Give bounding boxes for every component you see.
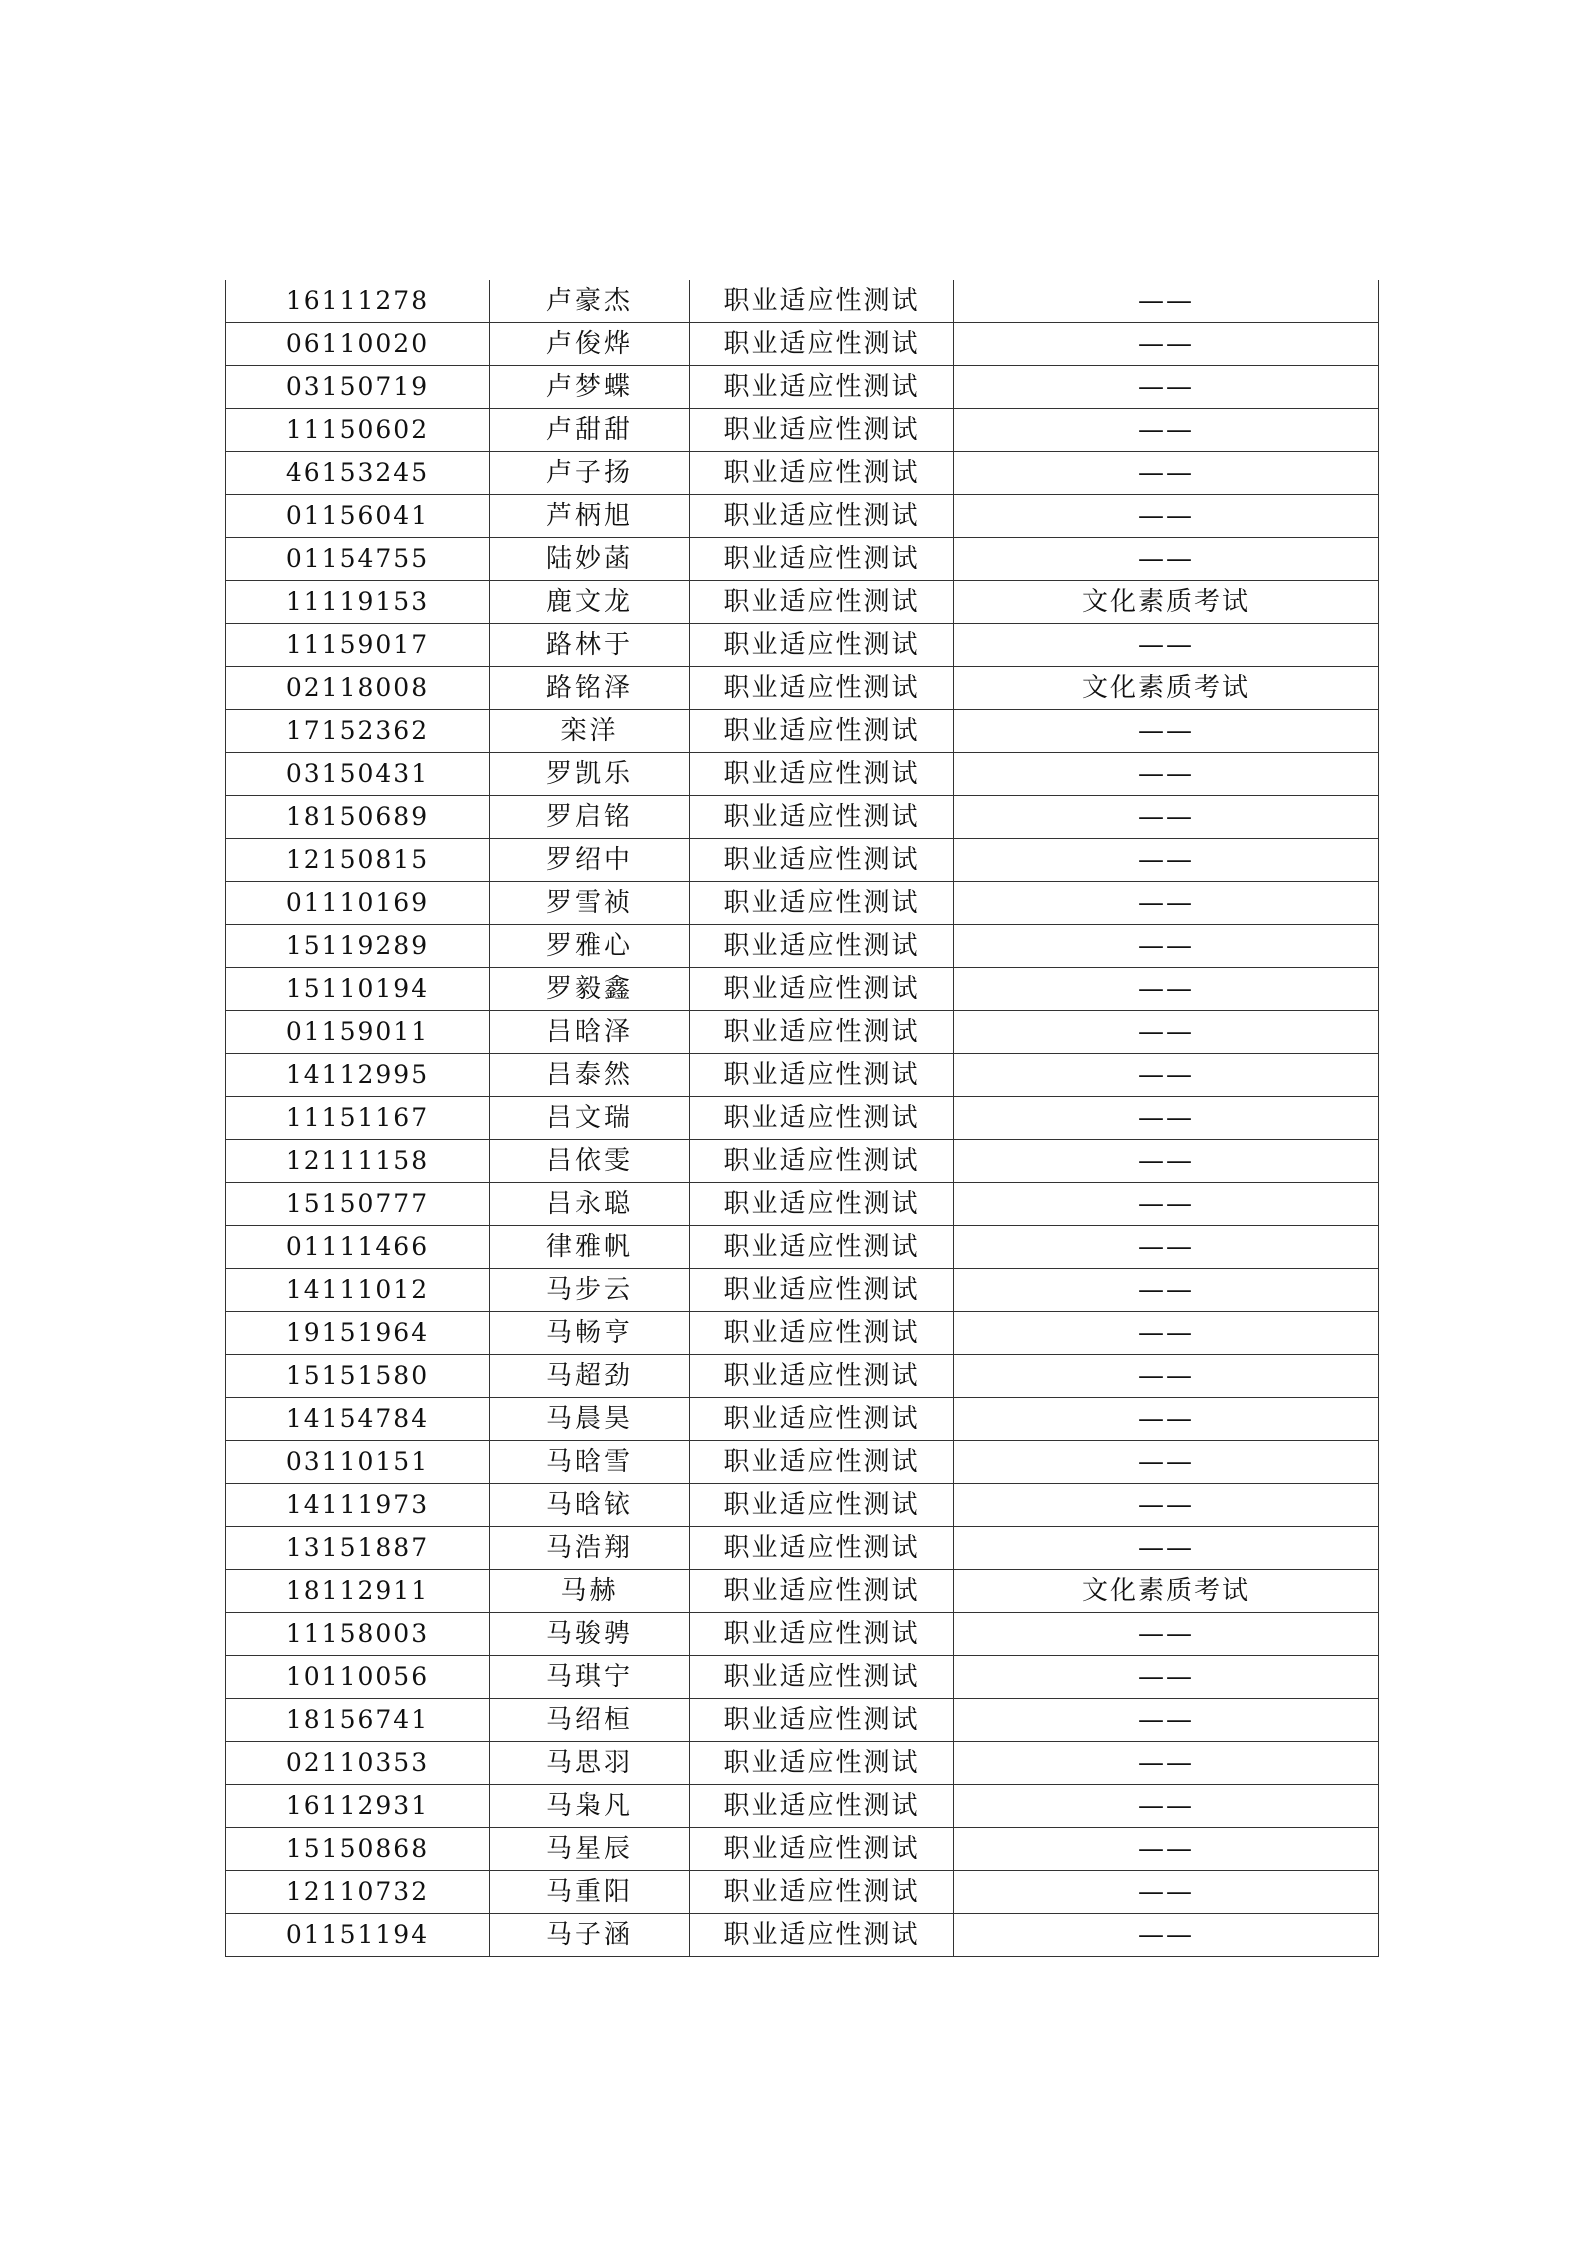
candidate-id-cell: 11159017 bbox=[226, 624, 490, 667]
candidate-name-cell: 罗毅鑫 bbox=[490, 968, 690, 1011]
candidate-id-cell: 12110732 bbox=[226, 1871, 490, 1914]
candidate-id-cell: 11150602 bbox=[226, 409, 490, 452]
candidate-name-cell: 马晨昊 bbox=[490, 1398, 690, 1441]
candidate-id-cell: 01111466 bbox=[226, 1226, 490, 1269]
table-row bbox=[226, 409, 1379, 452]
candidate-id-cell: 10110056 bbox=[226, 1656, 490, 1699]
exam-subject-cell: 职业适应性测试 bbox=[690, 753, 954, 796]
candidate-id-cell: 16112931 bbox=[226, 1785, 490, 1828]
candidate-id-cell: 46153245 bbox=[226, 452, 490, 495]
candidate-name-cell: 卢子扬 bbox=[490, 452, 690, 495]
candidate-name-cell: 卢甜甜 bbox=[490, 409, 690, 452]
candidate-name-cell: 吕泰然 bbox=[490, 1054, 690, 1097]
additional-exam-cell: —— bbox=[954, 1613, 1379, 1656]
candidate-id-cell: 19151964 bbox=[226, 1312, 490, 1355]
table-row bbox=[226, 1527, 1379, 1570]
candidate-name-cell: 马赫 bbox=[490, 1570, 690, 1613]
exam-subject-cell: 职业适应性测试 bbox=[690, 1441, 954, 1484]
table-row bbox=[226, 1183, 1379, 1226]
additional-exam-cell: 文化素质考试 bbox=[954, 1570, 1379, 1613]
candidate-name-cell: 罗雪祯 bbox=[490, 882, 690, 925]
exam-subject-cell: 职业适应性测试 bbox=[690, 1140, 954, 1183]
candidate-name-cell: 马思羽 bbox=[490, 1742, 690, 1785]
candidate-name-cell: 栾洋 bbox=[490, 710, 690, 753]
candidate-name-cell: 马浩翔 bbox=[490, 1527, 690, 1570]
exam-subject-cell: 职业适应性测试 bbox=[690, 624, 954, 667]
candidate-name-cell: 吕晗泽 bbox=[490, 1011, 690, 1054]
table-row bbox=[226, 667, 1379, 710]
exam-subject-cell: 职业适应性测试 bbox=[690, 538, 954, 581]
additional-exam-cell: —— bbox=[954, 1269, 1379, 1312]
candidate-id-cell: 02118008 bbox=[226, 667, 490, 710]
table-row bbox=[226, 1484, 1379, 1527]
candidate-name-cell: 鹿文龙 bbox=[490, 581, 690, 624]
table-row bbox=[226, 839, 1379, 882]
exam-subject-cell: 职业适应性测试 bbox=[690, 796, 954, 839]
additional-exam-cell: —— bbox=[954, 1011, 1379, 1054]
additional-exam-cell: —— bbox=[954, 1871, 1379, 1914]
additional-exam-cell: —— bbox=[954, 796, 1379, 839]
candidate-name-cell: 罗启铭 bbox=[490, 796, 690, 839]
candidate-id-cell: 01159011 bbox=[226, 1011, 490, 1054]
candidate-name-cell: 马超劲 bbox=[490, 1355, 690, 1398]
additional-exam-cell: —— bbox=[954, 1398, 1379, 1441]
additional-exam-cell: —— bbox=[954, 1656, 1379, 1699]
additional-exam-cell: —— bbox=[954, 1742, 1379, 1785]
candidate-name-cell: 路铭泽 bbox=[490, 667, 690, 710]
candidate-name-cell: 芦柄旭 bbox=[490, 495, 690, 538]
exam-subject-cell: 职业适应性测试 bbox=[690, 323, 954, 366]
additional-exam-cell: —— bbox=[954, 1312, 1379, 1355]
candidate-name-cell: 卢俊烨 bbox=[490, 323, 690, 366]
table-row bbox=[226, 968, 1379, 1011]
table-row bbox=[226, 1312, 1379, 1355]
table-row bbox=[226, 1011, 1379, 1054]
table-row bbox=[226, 452, 1379, 495]
candidate-id-cell: 01154755 bbox=[226, 538, 490, 581]
results-table-container bbox=[225, 280, 1378, 1957]
candidate-id-cell: 02110353 bbox=[226, 1742, 490, 1785]
candidate-id-cell: 11151167 bbox=[226, 1097, 490, 1140]
additional-exam-cell: —— bbox=[954, 753, 1379, 796]
table-row bbox=[226, 796, 1379, 839]
exam-subject-cell: 职业适应性测试 bbox=[690, 1355, 954, 1398]
additional-exam-cell: —— bbox=[954, 1183, 1379, 1226]
table-row bbox=[226, 1828, 1379, 1871]
candidate-name-cell: 罗绍中 bbox=[490, 839, 690, 882]
exam-subject-cell: 职业适应性测试 bbox=[690, 452, 954, 495]
additional-exam-cell: —— bbox=[954, 366, 1379, 409]
additional-exam-cell: 文化素质考试 bbox=[954, 581, 1379, 624]
candidate-name-cell: 律雅帆 bbox=[490, 1226, 690, 1269]
candidate-id-cell: 03110151 bbox=[226, 1441, 490, 1484]
exam-subject-cell: 职业适应性测试 bbox=[690, 280, 954, 323]
additional-exam-cell: —— bbox=[954, 1355, 1379, 1398]
exam-subject-cell: 职业适应性测试 bbox=[690, 495, 954, 538]
table-row bbox=[226, 366, 1379, 409]
table-row bbox=[226, 1398, 1379, 1441]
exam-subject-cell: 职业适应性测试 bbox=[690, 1656, 954, 1699]
exam-subject-cell: 职业适应性测试 bbox=[690, 968, 954, 1011]
exam-subject-cell: 职业适应性测试 bbox=[690, 409, 954, 452]
exam-subject-cell: 职业适应性测试 bbox=[690, 1484, 954, 1527]
table-row bbox=[226, 1785, 1379, 1828]
exam-subject-cell: 职业适应性测试 bbox=[690, 839, 954, 882]
table-row bbox=[226, 710, 1379, 753]
candidate-name-cell: 马重阳 bbox=[490, 1871, 690, 1914]
table-row bbox=[226, 581, 1379, 624]
candidate-name-cell: 马骏骋 bbox=[490, 1613, 690, 1656]
candidate-id-cell: 03150431 bbox=[226, 753, 490, 796]
candidate-id-cell: 18150689 bbox=[226, 796, 490, 839]
additional-exam-cell: —— bbox=[954, 323, 1379, 366]
candidate-name-cell: 马子涵 bbox=[490, 1914, 690, 1957]
candidate-name-cell: 马畅亨 bbox=[490, 1312, 690, 1355]
additional-exam-cell: —— bbox=[954, 1914, 1379, 1957]
additional-exam-cell: —— bbox=[954, 1699, 1379, 1742]
table-row bbox=[226, 1269, 1379, 1312]
exam-subject-cell: 职业适应性测试 bbox=[690, 882, 954, 925]
exam-subject-cell: 职业适应性测试 bbox=[690, 710, 954, 753]
table-row bbox=[226, 1656, 1379, 1699]
candidate-name-cell: 陆妙菡 bbox=[490, 538, 690, 581]
exam-subject-cell: 职业适应性测试 bbox=[690, 1828, 954, 1871]
additional-exam-cell: —— bbox=[954, 839, 1379, 882]
candidate-id-cell: 11158003 bbox=[226, 1613, 490, 1656]
exam-subject-cell: 职业适应性测试 bbox=[690, 1312, 954, 1355]
exam-subject-cell: 职业适应性测试 bbox=[690, 1398, 954, 1441]
candidate-id-cell: 01156041 bbox=[226, 495, 490, 538]
additional-exam-cell: —— bbox=[954, 1441, 1379, 1484]
additional-exam-cell: —— bbox=[954, 495, 1379, 538]
candidate-id-cell: 15151580 bbox=[226, 1355, 490, 1398]
table-row bbox=[226, 1140, 1379, 1183]
candidate-id-cell: 14111973 bbox=[226, 1484, 490, 1527]
exam-subject-cell: 职业适应性测试 bbox=[690, 1570, 954, 1613]
additional-exam-cell: —— bbox=[954, 452, 1379, 495]
candidate-name-cell: 马琪宁 bbox=[490, 1656, 690, 1699]
additional-exam-cell: —— bbox=[954, 710, 1379, 753]
results-table bbox=[225, 280, 1379, 1957]
exam-subject-cell: 职业适应性测试 bbox=[690, 1785, 954, 1828]
additional-exam-cell: —— bbox=[954, 1054, 1379, 1097]
candidate-id-cell: 14154784 bbox=[226, 1398, 490, 1441]
additional-exam-cell: —— bbox=[954, 538, 1379, 581]
candidate-id-cell: 11119153 bbox=[226, 581, 490, 624]
exam-subject-cell: 职业适应性测试 bbox=[690, 1699, 954, 1742]
candidate-name-cell: 卢梦蝶 bbox=[490, 366, 690, 409]
exam-subject-cell: 职业适应性测试 bbox=[690, 1097, 954, 1140]
table-row bbox=[226, 538, 1379, 581]
exam-subject-cell: 职业适应性测试 bbox=[690, 1011, 954, 1054]
table-row bbox=[226, 1914, 1379, 1957]
candidate-name-cell: 吕文瑞 bbox=[490, 1097, 690, 1140]
additional-exam-cell: —— bbox=[954, 280, 1379, 323]
additional-exam-cell: —— bbox=[954, 968, 1379, 1011]
table-row bbox=[226, 1355, 1379, 1398]
candidate-id-cell: 15150777 bbox=[226, 1183, 490, 1226]
table-row bbox=[226, 1097, 1379, 1140]
table-row bbox=[226, 882, 1379, 925]
exam-subject-cell: 职业适应性测试 bbox=[690, 1054, 954, 1097]
exam-subject-cell: 职业适应性测试 bbox=[690, 366, 954, 409]
table-row bbox=[226, 280, 1379, 323]
additional-exam-cell: —— bbox=[954, 624, 1379, 667]
table-row bbox=[226, 1613, 1379, 1656]
exam-subject-cell: 职业适应性测试 bbox=[690, 1914, 954, 1957]
additional-exam-cell: —— bbox=[954, 1785, 1379, 1828]
candidate-name-cell: 马绍桓 bbox=[490, 1699, 690, 1742]
candidate-id-cell: 18112911 bbox=[226, 1570, 490, 1613]
candidate-id-cell: 03150719 bbox=[226, 366, 490, 409]
candidate-id-cell: 01151194 bbox=[226, 1914, 490, 1957]
table-row bbox=[226, 1699, 1379, 1742]
exam-subject-cell: 职业适应性测试 bbox=[690, 667, 954, 710]
candidate-name-cell: 马晗雪 bbox=[490, 1441, 690, 1484]
additional-exam-cell: —— bbox=[954, 1140, 1379, 1183]
exam-subject-cell: 职业适应性测试 bbox=[690, 1613, 954, 1656]
results-table-body bbox=[226, 280, 1379, 1957]
candidate-id-cell: 01110169 bbox=[226, 882, 490, 925]
candidate-id-cell: 15119289 bbox=[226, 925, 490, 968]
table-row bbox=[226, 1570, 1379, 1613]
table-row bbox=[226, 323, 1379, 366]
table-row bbox=[226, 1226, 1379, 1269]
table-row bbox=[226, 925, 1379, 968]
candidate-name-cell: 路林于 bbox=[490, 624, 690, 667]
candidate-id-cell: 16111278 bbox=[226, 280, 490, 323]
additional-exam-cell: —— bbox=[954, 409, 1379, 452]
candidate-id-cell: 14111012 bbox=[226, 1269, 490, 1312]
candidate-id-cell: 18156741 bbox=[226, 1699, 490, 1742]
table-row bbox=[226, 1742, 1379, 1785]
additional-exam-cell: —— bbox=[954, 1226, 1379, 1269]
table-row bbox=[226, 495, 1379, 538]
table-row bbox=[226, 1054, 1379, 1097]
additional-exam-cell: —— bbox=[954, 1097, 1379, 1140]
candidate-name-cell: 罗凯乐 bbox=[490, 753, 690, 796]
candidate-name-cell: 罗雅心 bbox=[490, 925, 690, 968]
table-row bbox=[226, 753, 1379, 796]
candidate-id-cell: 15110194 bbox=[226, 968, 490, 1011]
exam-subject-cell: 职业适应性测试 bbox=[690, 1226, 954, 1269]
candidate-name-cell: 马步云 bbox=[490, 1269, 690, 1312]
candidate-name-cell: 卢豪杰 bbox=[490, 280, 690, 323]
candidate-name-cell: 吕永聪 bbox=[490, 1183, 690, 1226]
candidate-id-cell: 12111158 bbox=[226, 1140, 490, 1183]
additional-exam-cell: —— bbox=[954, 925, 1379, 968]
candidate-name-cell: 马星辰 bbox=[490, 1828, 690, 1871]
candidate-id-cell: 13151887 bbox=[226, 1527, 490, 1570]
table-row bbox=[226, 624, 1379, 667]
exam-subject-cell: 职业适应性测试 bbox=[690, 581, 954, 624]
candidate-id-cell: 06110020 bbox=[226, 323, 490, 366]
exam-subject-cell: 职业适应性测试 bbox=[690, 1527, 954, 1570]
additional-exam-cell: 文化素质考试 bbox=[954, 667, 1379, 710]
table-row bbox=[226, 1441, 1379, 1484]
candidate-name-cell: 吕依雯 bbox=[490, 1140, 690, 1183]
additional-exam-cell: —— bbox=[954, 1828, 1379, 1871]
exam-subject-cell: 职业适应性测试 bbox=[690, 1742, 954, 1785]
candidate-id-cell: 12150815 bbox=[226, 839, 490, 882]
candidate-id-cell: 17152362 bbox=[226, 710, 490, 753]
exam-subject-cell: 职业适应性测试 bbox=[690, 1183, 954, 1226]
additional-exam-cell: —— bbox=[954, 1527, 1379, 1570]
candidate-name-cell: 马晗铱 bbox=[490, 1484, 690, 1527]
candidate-id-cell: 14112995 bbox=[226, 1054, 490, 1097]
table-row bbox=[226, 1871, 1379, 1914]
exam-subject-cell: 职业适应性测试 bbox=[690, 925, 954, 968]
exam-subject-cell: 职业适应性测试 bbox=[690, 1269, 954, 1312]
candidate-name-cell: 马枭凡 bbox=[490, 1785, 690, 1828]
additional-exam-cell: —— bbox=[954, 1484, 1379, 1527]
additional-exam-cell: —— bbox=[954, 882, 1379, 925]
candidate-id-cell: 15150868 bbox=[226, 1828, 490, 1871]
exam-subject-cell: 职业适应性测试 bbox=[690, 1871, 954, 1914]
